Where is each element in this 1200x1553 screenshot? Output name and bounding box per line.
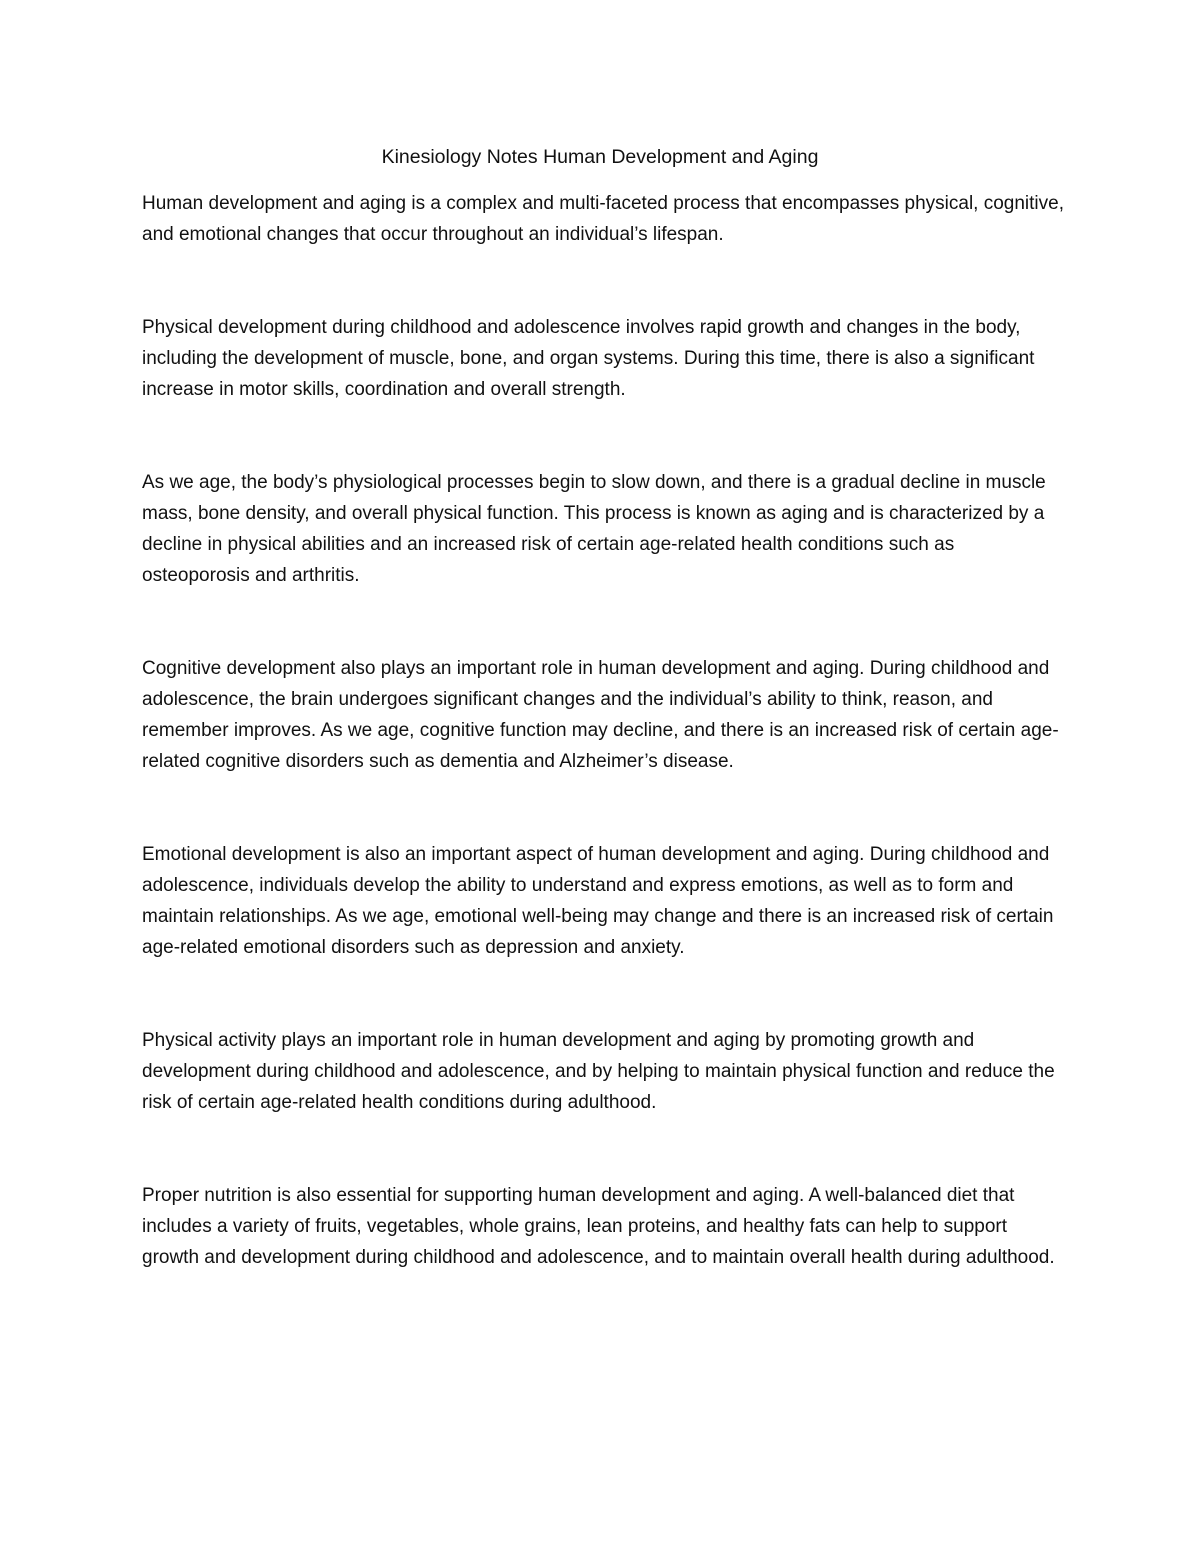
document-title: Kinesiology Notes Human Development and Aging xyxy=(381,146,819,168)
paragraph-intro: Human development and aging is a complex and multi-faceted process that encompasses physical, cognitive, and emotional changes that occur throughout an individual’s lifespan. xyxy=(142,193,1065,245)
paragraph-physical-activity: Physical activity plays an important role in human development and aging by promoting growth and development during childhood and adolescence, and by helping to maintain physical function and reduce the risk of certain age-related health conditions during adulthood. xyxy=(142,1030,1055,1113)
paragraph-cognitive-development: Cognitive development also plays an important role in human development and aging. During childhood and adolescence, the brain undergoes significant changes and the individual’s ability to think, reason, and remember improves. As we age, cognitive function may decline, and there is an increased risk of certain age-related cognitive disorders such as dementia and Alzheimer’s disease. xyxy=(142,658,1059,772)
paragraph-nutrition: Proper nutrition is also essential for supporting human development and aging. A well-balanced diet that includes a variety of fruits, vegetables, whole grains, lean proteins, and healthy fats can help to support growth and development during childhood and adolescence, and to maintain overall health during adulthood. xyxy=(142,1185,1055,1268)
document-body xyxy=(142,188,1067,1273)
paragraph-physical-development: Physical development during childhood and adolescence involves rapid growth and changes in the body, including the development of muscle, bone, and organ systems. During this time, there is also a significant increase in motor skills, coordination and overall strength. xyxy=(142,317,1035,400)
paragraph-emotional-development: Emotional development is also an important aspect of human development and aging. During childhood and adolescence, individuals develop the ability to understand and express emotions, as well as to form and maintain relationships. As we age, emotional well-being may change and there is an increased risk of certain age-related emotional disorders such as depression and anxiety. xyxy=(142,844,1054,958)
paragraph-aging: As we age, the body’s physiological processes begin to slow down, and there is a gradual decline in muscle mass, bone density, and overall physical function. This process is known as aging and is characterized by a decline in physical abilities and an increased risk of certain age-related health conditions such as osteoporosis and arthritis. xyxy=(142,472,1046,586)
